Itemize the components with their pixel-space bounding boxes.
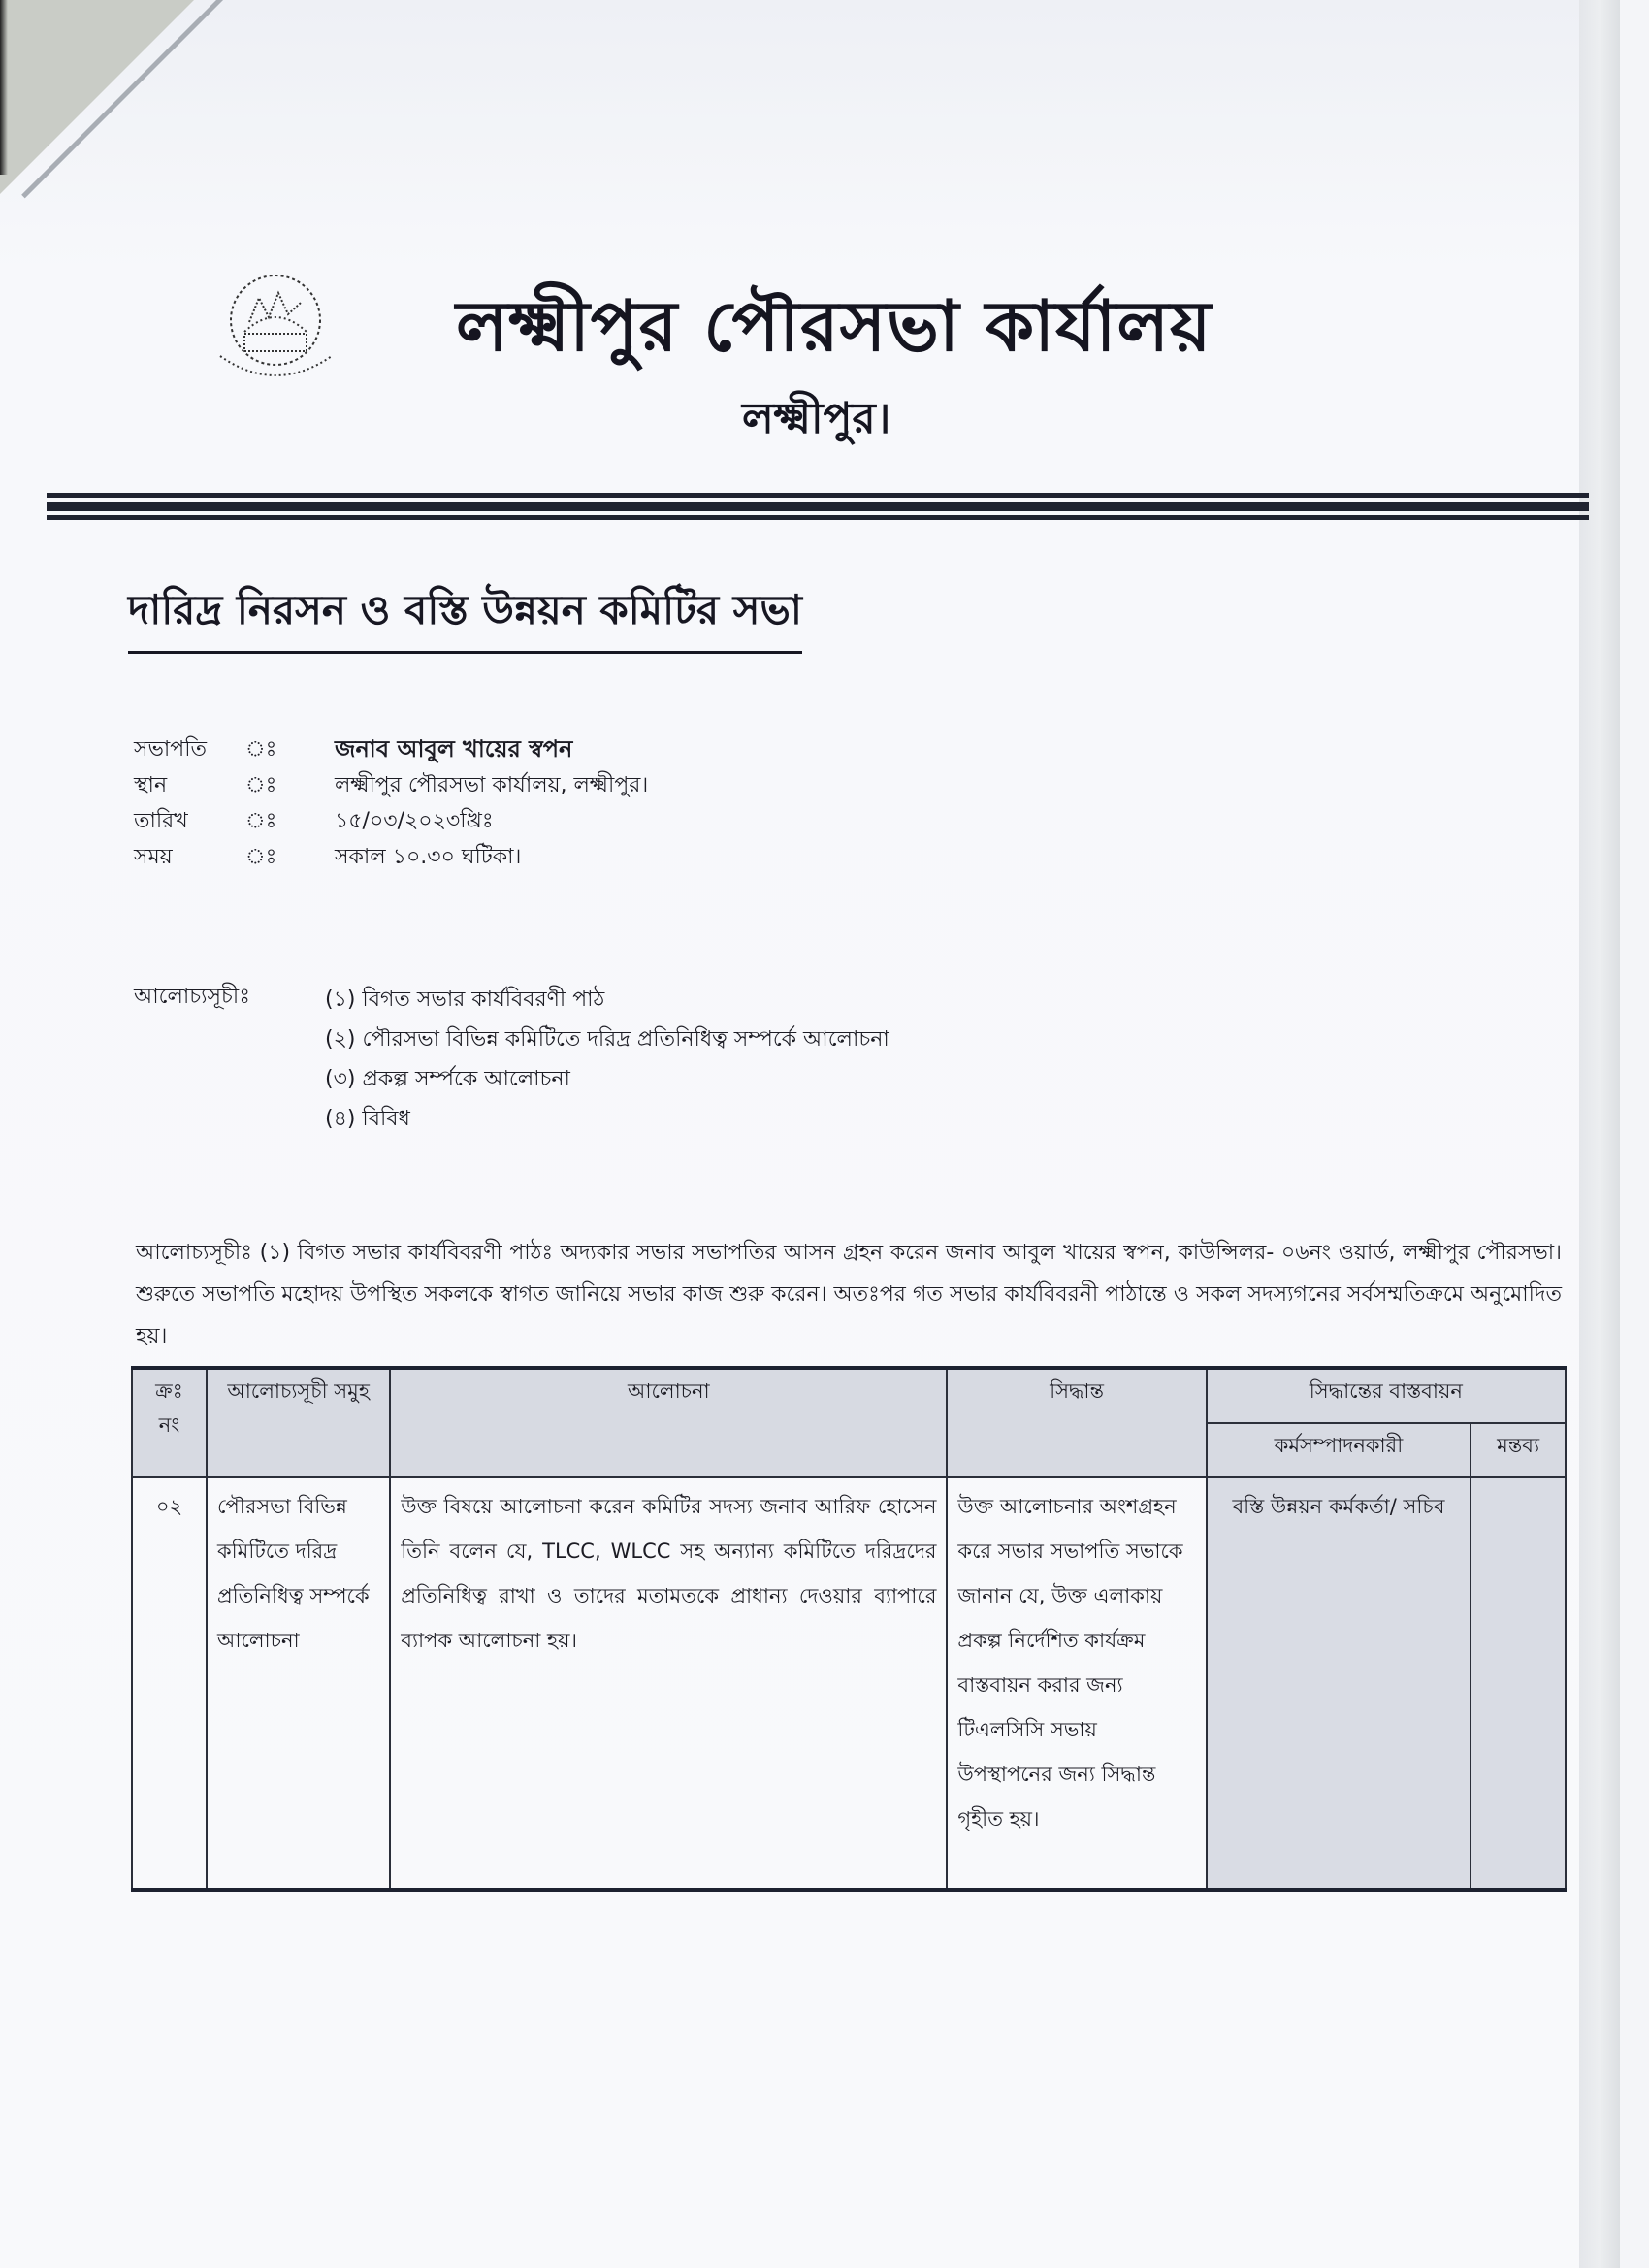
- meeting-title: দারিদ্র নিরসন ও বস্তি উন্নয়ন কমিটির সভা: [128, 578, 802, 654]
- info-row-date: [134, 804, 648, 840]
- minutes-paragraph: আলোচ্যসূচীঃ (১) বিগত সভার কার্যবিবরণী পাঠঃ অদ্যকার সভার সভাপতির আসন গ্রহন করেন জনাব আবুল খায়ের স্বপন, কাউন্সিলর- ০৬নং ওয়ার্ড, লক্ষ্মীপুর পৌরসভা। শুরুতে সভাপতি মহোদয় উপস্থিত সকলকে স্বাগত জানিয়ে সভার কাজ শুরু করেন। অতঃপর গত সভার কার্যবিবরনী পাঠান্তে ও সকল সদস্যগনের সর্বসম্মতিক্রমে অনুমোদিত হয়।: [136, 1241, 1562, 1348]
- header-rule-bottom: [47, 515, 1589, 520]
- header-rule-middle: [47, 502, 1589, 511]
- page-corner-shadow: [0, 0, 8, 175]
- header-topic: আলোচ্যসূচী সমুহ: [207, 1368, 390, 1477]
- meeting-info: [134, 732, 648, 876]
- info-colon: ঃ: [245, 809, 277, 833]
- info-value: সকাল ১০.৩০ ঘটিকা।: [335, 845, 522, 869]
- office-location: লক্ষ্মীপুর।: [742, 394, 891, 443]
- info-label: সভাপতি: [134, 737, 208, 761]
- page-right-edge: [1579, 0, 1620, 2268]
- cell-decision: উক্ত আলোচনার অংশগ্রহন করে সভার সভাপতি সভাকে জানান যে, উক্ত এলাকায় প্রকল্প নির্দেশিত কার্যক্রম বাস্তবায়ন করার জন্য টিএলসিসি সভায় উপস্থাপনের জন্য সিদ্ধান্ত গৃহীত হয়।: [947, 1477, 1206, 1890]
- agenda-list: [325, 980, 889, 1139]
- cell-serial: ০২: [132, 1477, 207, 1890]
- table-row: [132, 1477, 1566, 1890]
- info-row-venue: [134, 768, 648, 804]
- agenda-label: আলোচ্যসূচীঃ: [134, 985, 250, 1009]
- office-title: লক্ষ্মীপুর পৌরসভা কার্যালয়: [456, 285, 1212, 367]
- agenda-item: (১) বিগত সভার কার্যবিবরণী পাঠ: [325, 988, 605, 1012]
- info-row-chairperson: [134, 732, 648, 768]
- info-value: ১৫/০৩/২০২৩খ্রিঃ: [335, 809, 494, 833]
- info-colon: ঃ: [245, 845, 277, 869]
- page-corner-fold: [0, 0, 194, 194]
- cell-discussion: উক্ত বিষয়ে আলোচনা করেন কমিটির সদস্য জনাব আরিফ হোসেন তিনি বলেন যে, TLCC, WLCC সহ অন্যান্য কমিটিতে দরিদ্রদের প্রতিনিধিত্ব রাখা ও তাদের মতামতকে প্রাধান্য দেওয়ার ব্যাপারে ব্যাপক আলোচনা হয়।: [390, 1477, 947, 1890]
- header-implementation: সিদ্ধান্তের বাস্তবায়ন: [1207, 1368, 1566, 1423]
- info-label: সময়: [134, 845, 173, 869]
- info-label: স্থান: [134, 773, 168, 797]
- header-decision: সিদ্ধান্ত: [947, 1368, 1206, 1477]
- header-rule-top: [47, 493, 1589, 498]
- cell-remarks: [1471, 1477, 1566, 1890]
- cell-topic: পৌরসভা বিভিন্ন কমিটিতে দরিদ্র প্রতিনিধিত্ব সম্পর্কে আলোচনা: [207, 1477, 390, 1890]
- agenda-item: (২) পৌরসভা বিভিন্ন কমিটিতে দরিদ্র প্রতিনিধিত্ব সম্পর্কে আলোচনা: [325, 1027, 889, 1052]
- header-discussion: আলোচনা: [390, 1368, 947, 1477]
- header-remarks: মন্তব্য: [1471, 1423, 1566, 1477]
- info-row-time: [134, 840, 648, 876]
- header-serial: ক্রঃ নং: [132, 1368, 207, 1477]
- cell-implementer: বস্তি উন্নয়ন কর্মকর্তা/ সচিব: [1207, 1477, 1471, 1890]
- minutes-table: [131, 1366, 1567, 1892]
- agenda-item: (৪) বিবিধ: [325, 1107, 410, 1131]
- info-colon: ঃ: [245, 737, 277, 761]
- info-label: তারিখ: [134, 809, 188, 833]
- agenda-section: [134, 980, 889, 1139]
- info-colon: ঃ: [245, 773, 277, 797]
- municipality-seal-icon: [215, 264, 371, 390]
- agenda-item: (৩) প্রকল্প সর্ম্পকে আলোচনা: [325, 1067, 570, 1091]
- header-implementer: কর্মসম্পাদনকারী: [1207, 1423, 1471, 1477]
- info-value: জনাব আবুল খায়ের স্বপন: [335, 734, 573, 762]
- info-value: লক্ষ্মীপুর পৌরসভা কার্যালয়, লক্ষ্মীপুর।: [335, 773, 649, 797]
